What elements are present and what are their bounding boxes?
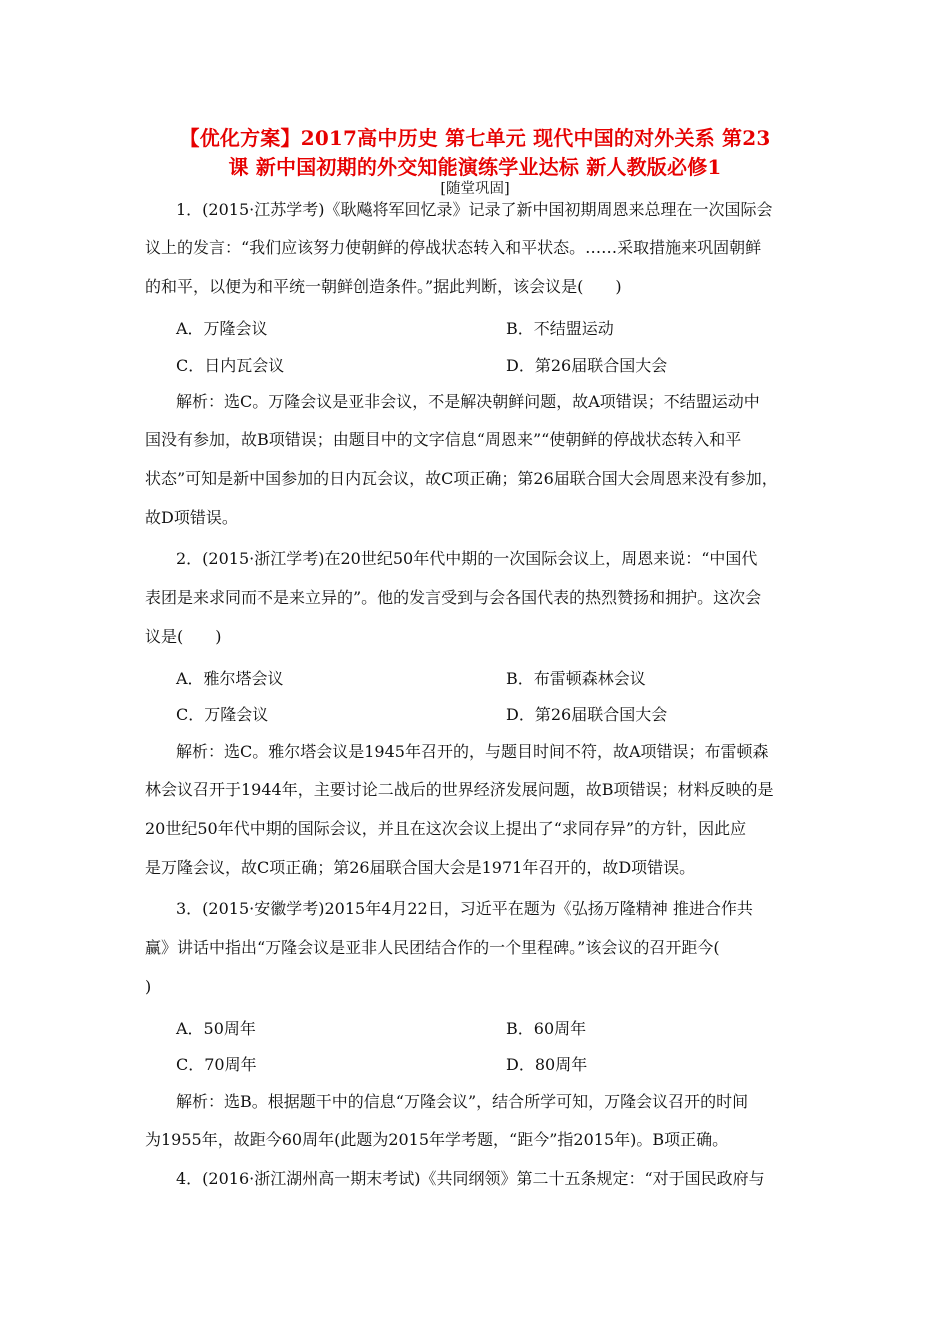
q2-stem-line: 2．(2015·浙江学考)在20世纪50年代中期的一次国际会议上，周恩来说：“中国代 <box>176 549 758 568</box>
q2-analysis-line: 20世纪50年代中期的国际会议，并且在这次会议上提出了“求同存异”的方针，因此应 <box>145 819 747 838</box>
q3-option-d: D．80周年 <box>506 1055 588 1074</box>
q2-stem-line: 议是( ) <box>145 627 222 646</box>
q4-stem-line: 4．(2016·浙江湖州高一期末考试)《共同纲领》第二十五条规定：“对于国民政府与 <box>176 1169 765 1188</box>
q1-stem-line: 1．(2015·江苏学考)《耿飚将军回忆录》记录了新中国初期周恩来总理在一次国际会 <box>176 200 773 219</box>
q1-option-d: D．第26届联合国大会 <box>506 356 668 375</box>
q3-option-b: B．60周年 <box>506 1019 587 1038</box>
q1-stem-line: 议上的发言：“我们应该努力使朝鲜的停战状态转入和平状态。……采取措施来巩固朝鲜 <box>145 238 762 257</box>
q2-analysis-line: 林会议召开于1944年，主要讨论二战后的世界经济发展问题，故B项错误；材料反映的是 <box>145 780 774 799</box>
q3-stem-line: 3．(2015·安徽学考)2015年4月22日，习近平在题为《弘扬万隆精神 推进合作共 <box>176 899 753 918</box>
q2-option-c: C．万隆会议 <box>176 705 269 724</box>
q2-analysis-line: 是万隆会议，故C项正确；第26届联合国大会是1971年召开的，故D项错误。 <box>145 858 696 877</box>
q3-stem-line: 赢》讲话中指出“万隆会议是亚非人民团结合作的一个里程碑。”该会议的召开距今( <box>145 938 720 957</box>
q3-stem-line: ) <box>145 977 152 996</box>
q3-option-c: C．70周年 <box>176 1055 257 1074</box>
q1-analysis-line: 状态”可知是新中国参加的日内瓦会议，故C项正确；第26届联合国大会周恩来没有参加， <box>145 469 778 488</box>
q1-analysis-line: 解析：选C。万隆会议是亚非会议，不是解决朝鲜问题，故A项错误；不结盟运动中 <box>176 392 760 411</box>
q1-analysis-line: 故D项错误。 <box>145 508 238 527</box>
q3-analysis-line: 解析：选B。根据题干中的信息“万隆会议”，结合所学可知，万隆会议召开的时间 <box>176 1092 749 1111</box>
q1-stem-line: 的和平，以便为和平统一朝鲜创造条件。”据此判断，该会议是( ) <box>145 277 622 296</box>
q2-analysis-line: 解析：选C。雅尔塔会议是1945年召开的，与题目时间不符，故A项错误；布雷顿森 <box>176 742 769 761</box>
q2-option-a: A．雅尔塔会议 <box>176 669 284 688</box>
q3-option-a: A．50周年 <box>176 1019 256 1038</box>
q1-analysis-line: 国没有参加，故B项错误；由题目中的文字信息“周恩来”“使朝鲜的停战状态转入和平 <box>145 430 742 449</box>
q2-option-b: B．布雷顿森林会议 <box>506 669 646 688</box>
document-title-line-1: 【优化方案】2017高中历史 第七单元 现代中国的对外关系 第23 <box>179 126 771 150</box>
section-label: [随堂巩固] <box>440 181 510 197</box>
q1-option-a: A．万隆会议 <box>176 319 268 338</box>
q2-stem-line: 表团是来求同而不是来立异的”。他的发言受到与会各国代表的热烈赞扬和拥护。这次会 <box>145 588 762 607</box>
q1-option-b: B．不结盟运动 <box>506 319 614 338</box>
q2-option-d: D．第26届联合国大会 <box>506 705 668 724</box>
q3-analysis-line: 为1955年，故距今60周年(此题为2015年学考题，“距今”指2015年)。B项正确。 <box>145 1130 729 1149</box>
document-title-line-2: 课 新中国初期的外交知能演练学业达标 新人教版必修1 <box>228 155 722 179</box>
q1-option-c: C．日内瓦会议 <box>176 356 285 375</box>
